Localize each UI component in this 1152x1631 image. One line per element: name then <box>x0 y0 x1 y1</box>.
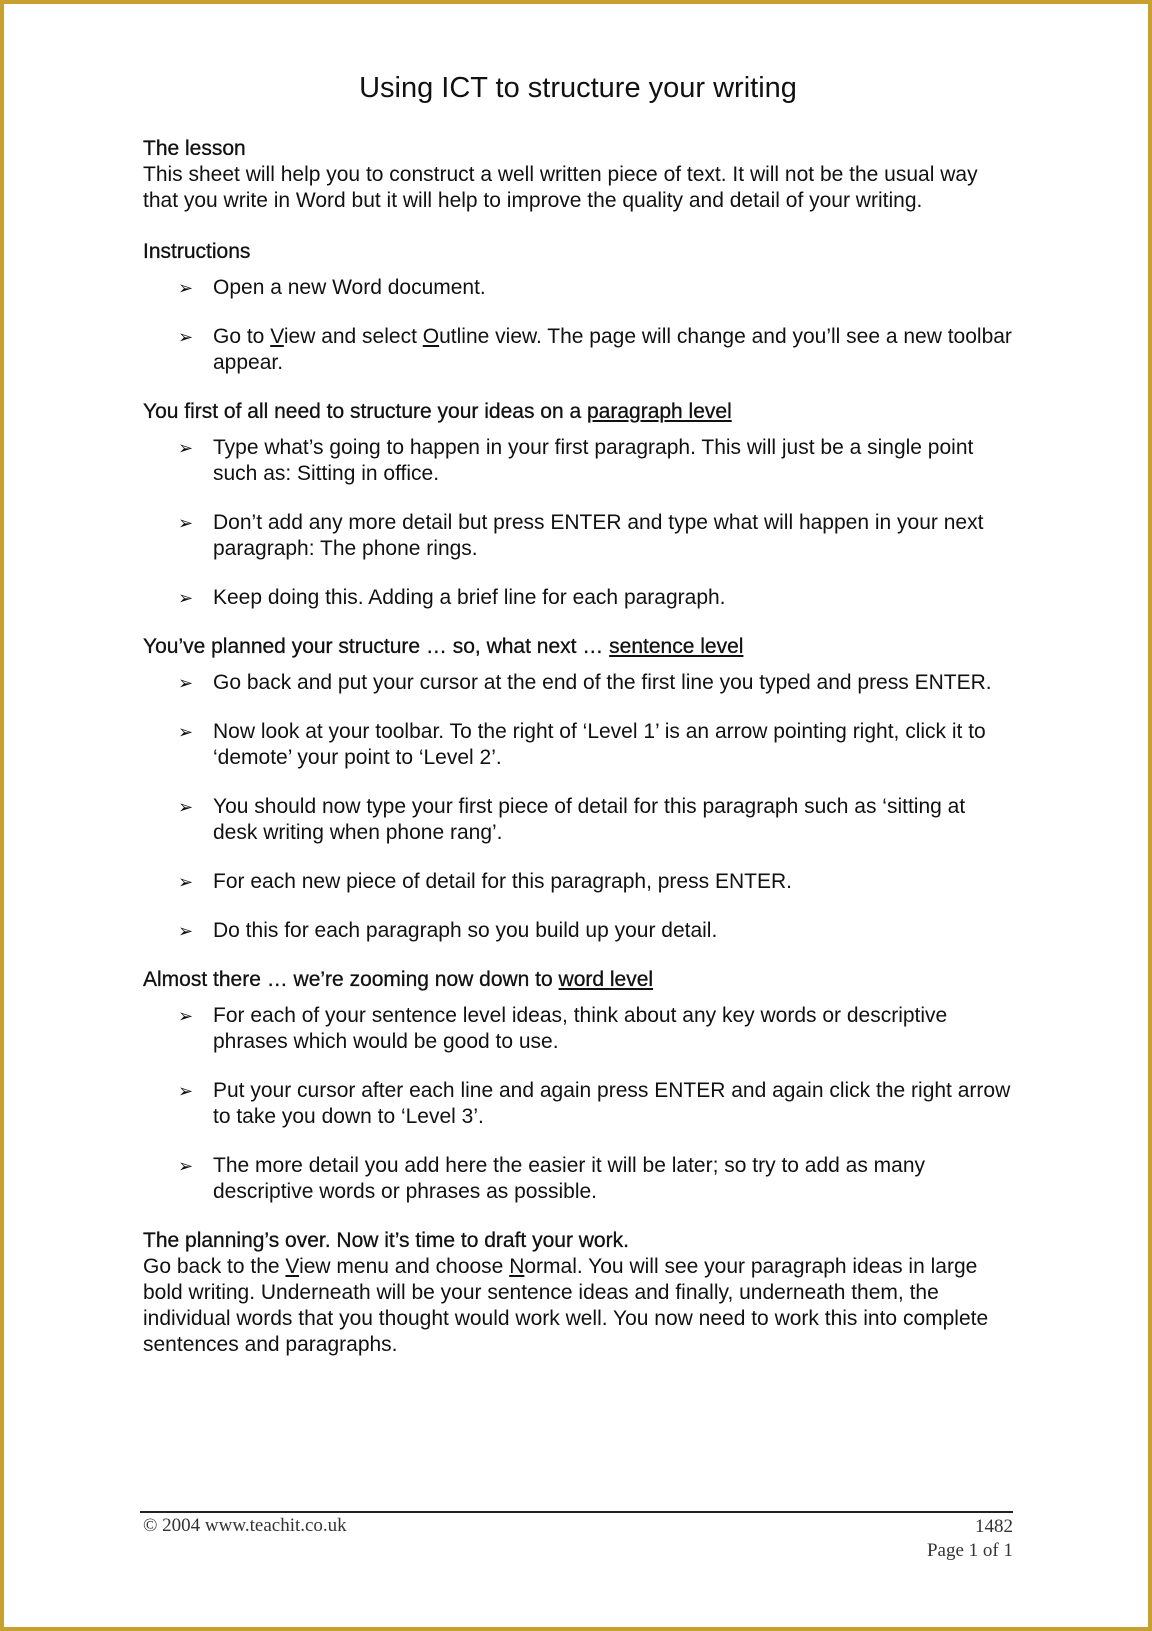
text-run: Put your cursor after each line and again press ENTER and again click the right arrow to take you down to ‘Level 3’. <box>213 1079 1011 1128</box>
text-run: Now look at your toolbar. To the right of ‘Level 1’ is an arrow pointing right, click it to ‘demote’ your point to ‘Level 2’. <box>213 720 986 769</box>
word-level-section <box>143 967 1013 1205</box>
text-run: Do this for each paragraph so you build up your detail. <box>213 919 718 942</box>
sentence-level-list <box>143 670 1013 944</box>
list-item <box>143 794 1013 846</box>
text-run: utline view. The page will change and you’ll see a new toolbar appear. <box>213 325 1012 374</box>
list-item <box>143 670 1013 696</box>
arrow-bullet-icon: ➢ <box>178 1156 194 1176</box>
drafting-text <box>143 1254 1013 1358</box>
underlined-text: V <box>270 325 284 348</box>
sentence-level-term: sentence level <box>609 635 744 658</box>
word-level-list <box>143 1003 1013 1205</box>
arrow-bullet-icon: ➢ <box>178 797 194 817</box>
heading-text: Almost there … we’re zooming now down to <box>143 968 559 991</box>
arrow-bullet-icon: ➢ <box>178 673 194 693</box>
arrow-bullet-icon: ➢ <box>178 1006 194 1026</box>
list-item <box>143 324 1013 376</box>
instructions-section <box>143 239 1013 376</box>
lesson-text: This sheet will help you to construct a well written piece of text. It will not be the usual way that you write in Word but it will help to improve the quality and detail of your writing. <box>143 163 978 212</box>
text-run: iew menu and choose <box>299 1255 510 1278</box>
arrow-bullet-icon: ➢ <box>178 588 194 608</box>
drafting-section <box>143 1228 1013 1358</box>
list-item <box>143 1003 1013 1055</box>
arrow-bullet-icon: ➢ <box>178 438 194 458</box>
text-run: The more detail you add here the easier it will be later; so try to add as many descriptive words or phrases as possible. <box>213 1154 926 1203</box>
text-run: You should now type your first piece of detail for this paragraph such as ‘sitting at desk writing when phone rang’. <box>213 795 966 844</box>
footer-right <box>927 1515 1013 1563</box>
heading-text: You’ve planned your structure … so, what next … <box>143 635 610 658</box>
paragraph-level-term: paragraph level <box>586 400 732 423</box>
sentence-level-section <box>143 634 1013 944</box>
lesson-section <box>143 136 1013 214</box>
text-run: Type what’s going to happen in your first paragraph. This will just be a single point such as: Sitting in office. <box>213 436 974 485</box>
text-run: iew and select <box>283 325 423 348</box>
heading-text: You first of all need to structure your ideas on a <box>143 400 587 423</box>
text-run: Don’t add any more detail but press ENTER and type what will happen in your next paragraph: The phone rings. <box>213 511 984 560</box>
text-run: Go back to the <box>143 1255 286 1278</box>
word-level-term: word level <box>558 968 654 991</box>
instructions-heading: Instructions <box>143 240 251 263</box>
paragraph-level-list <box>143 435 1013 611</box>
text-run: Go back and put your cursor at the end of the first line you typed and press ENTER. <box>213 671 992 694</box>
arrow-bullet-icon: ➢ <box>178 513 194 533</box>
document-number: 1482 <box>975 1516 1013 1537</box>
list-item <box>143 1078 1013 1130</box>
arrow-bullet-icon: ➢ <box>178 278 194 298</box>
text-run: Keep doing this. Adding a brief line for each paragraph. <box>213 586 726 609</box>
underlined-text: O <box>422 325 440 348</box>
underlined-text: V <box>285 1255 300 1278</box>
page-number: Page 1 of 1 <box>926 1540 1013 1561</box>
arrow-bullet-icon: ➢ <box>178 1081 194 1101</box>
text-run: Go to <box>213 325 271 348</box>
list-item <box>143 719 1013 771</box>
document-title: Using ICT to structure your writing <box>359 72 797 104</box>
text-run: For each of your sentence level ideas, think about any key words or descriptive phrases which would be good to use. <box>213 1004 948 1053</box>
list-item <box>143 585 1013 611</box>
text-run: For each new piece of detail for this paragraph, press ENTER. <box>213 870 792 893</box>
paragraph-level-section <box>143 399 1013 611</box>
arrow-bullet-icon: ➢ <box>178 722 194 742</box>
instructions-list <box>143 275 1013 376</box>
list-item <box>143 1153 1013 1205</box>
arrow-bullet-icon: ➢ <box>178 327 194 347</box>
word-level-heading <box>143 967 1013 993</box>
copyright-notice: © 2004 www.teachit.co.uk <box>143 1515 347 1536</box>
paragraph-level-heading <box>143 399 1013 425</box>
sentence-level-heading <box>143 634 1013 660</box>
lesson-heading: The lesson <box>143 137 246 160</box>
underlined-text: N <box>509 1255 525 1278</box>
list-item <box>143 275 1013 301</box>
footer-divider <box>140 1511 1013 1513</box>
list-item <box>143 510 1013 562</box>
list-item <box>143 435 1013 487</box>
text-run: Open a new Word document. <box>213 276 486 299</box>
list-item <box>143 869 1013 895</box>
text-run: ormal. You will see your paragraph ideas in large bold writing. Underneath will be your sentence ideas and finally, underneath them, the individual words that you thought would work well. You now need to work this into complete sentences and paragraphs. <box>143 1255 989 1356</box>
drafting-heading: The planning’s over. Now it’s time to draft your work. <box>143 1229 629 1252</box>
list-item <box>143 918 1013 944</box>
document-page <box>143 70 1013 1383</box>
arrow-bullet-icon: ➢ <box>178 921 194 941</box>
arrow-bullet-icon: ➢ <box>178 872 194 892</box>
